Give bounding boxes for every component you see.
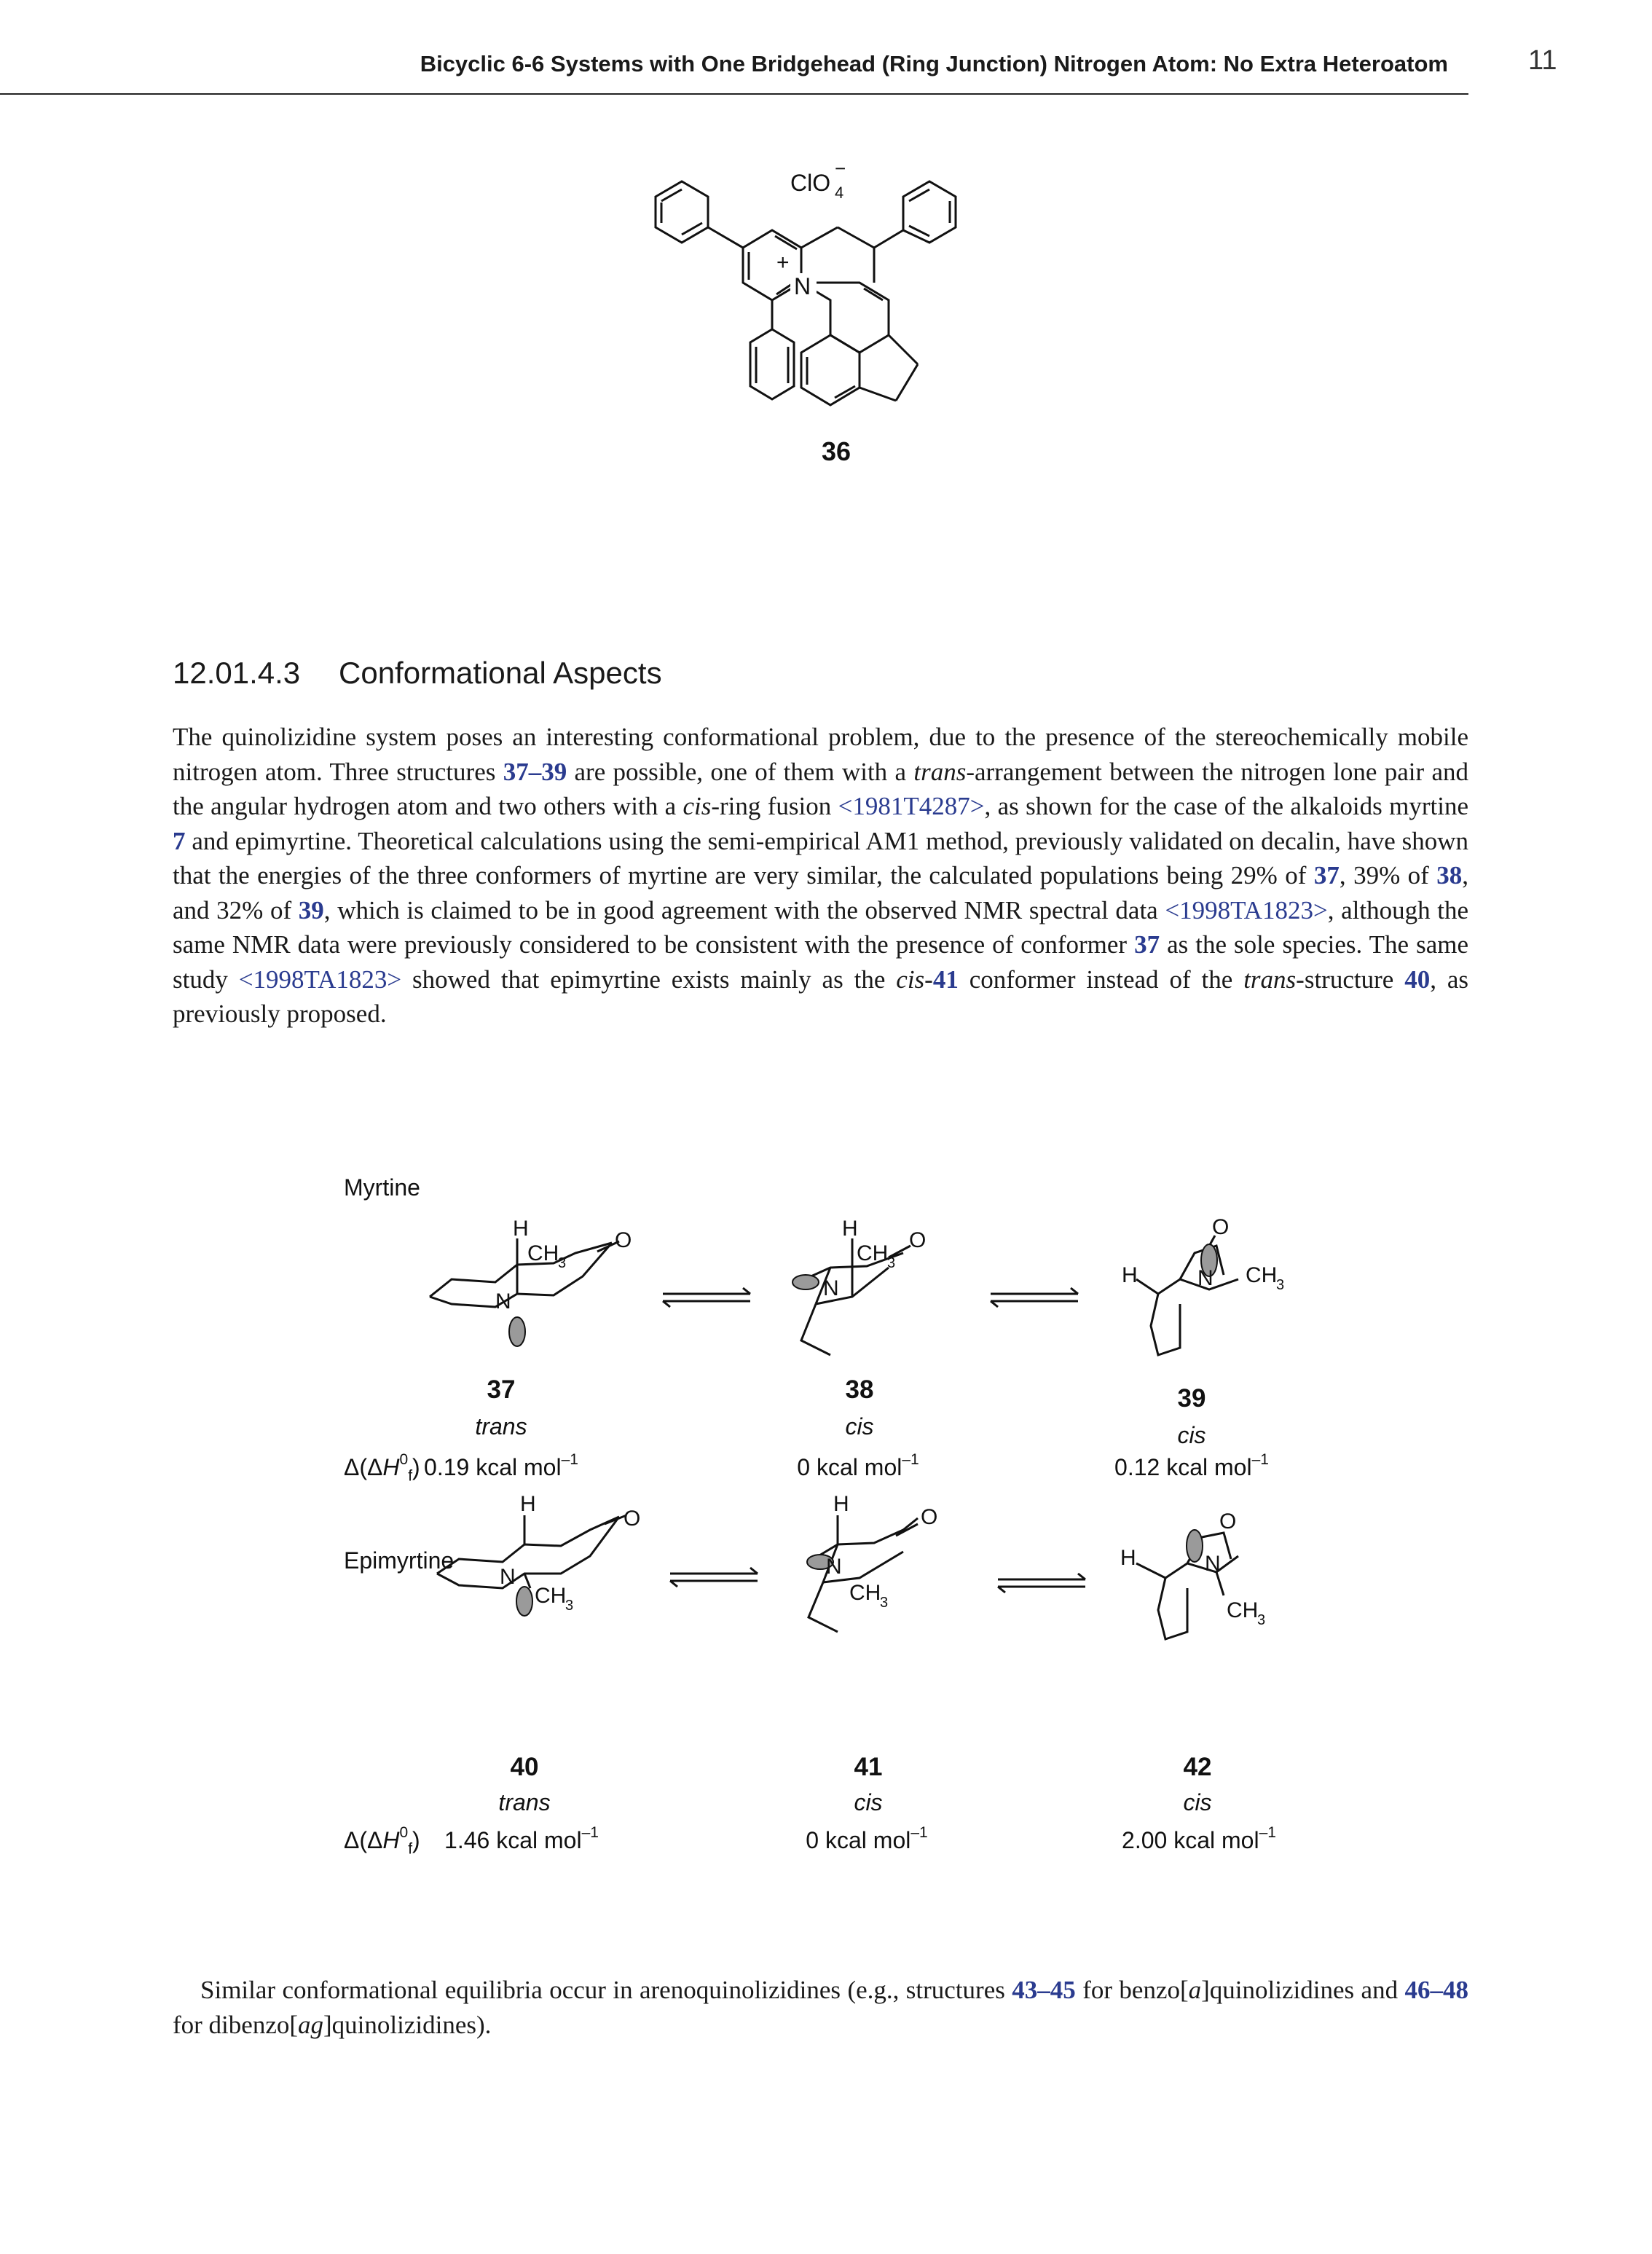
methyl-subscript: 3 [558,1255,567,1271]
compound-number: 40 [510,1753,539,1781]
energy-value: 0 kcal mol$^{-1}$ [806,1824,928,1853]
counterion-subscript: 4 [835,184,844,202]
counterion-charge: − [835,157,846,179]
energy-value: 1.46 kcal mol$^{-1}$ [444,1824,599,1853]
paragraph-arenoquinolizidines: Similar conformational equilibria occur in arenoquinolizidines (e.g., structures 43–45 for benzo[a]quinolizidines and 46–48 for dibenzo[ag]quinolizidines). [173,1976,1468,2039]
citation-link[interactable]: <1998TA1823> [238,965,402,994]
energy-value: 0.19 kcal mol$^{-1}$ [424,1451,578,1480]
atom-N: N [823,1276,839,1300]
compound-link[interactable]: 40 [1404,965,1431,994]
methyl-subscript: 3 [887,1255,896,1271]
methyl-subscript: 3 [565,1598,574,1614]
compound-number: 42 [1183,1753,1212,1781]
methyl-group: CH [849,1581,881,1605]
atom-N: N [500,1565,516,1589]
methyl-subscript: 3 [880,1595,889,1611]
methyl-subscript: 3 [1276,1277,1285,1293]
compound-link[interactable]: 43–45 [1012,1976,1076,2004]
compound-label-36: 36 [822,436,851,466]
methyl-subscript: 3 [1257,1612,1266,1628]
lone-pair [516,1587,532,1616]
methyl-group: CH [1246,1263,1278,1287]
compound-link[interactable]: 37 [1134,930,1160,959]
atom-N: N [495,1289,511,1313]
section-number: 12.01.4.3 [173,656,301,690]
structure-36 [626,146,1034,481]
atom-N: N [1197,1266,1214,1290]
lone-pair [1187,1530,1203,1562]
ring-fusion: cis [1183,1789,1212,1815]
citation-link[interactable]: <1998TA1823> [1165,895,1328,924]
lone-pair [792,1275,819,1289]
atom-H: H [1122,1263,1138,1287]
ring-fusion: cis [1177,1422,1206,1448]
compound-number: 37 [487,1375,516,1404]
atom-H: H [833,1492,849,1516]
citation-link[interactable]: <1981T4287> [838,792,985,820]
section-heading [173,656,662,691]
ring-fusion: trans [475,1413,527,1440]
lone-pair [509,1317,525,1346]
atom-H: H [1120,1546,1136,1570]
paragraph-conformational: The quinolizidine system poses an interesting conformational problem, due to the presence of the stereochemically mobile nitrogen atom. Three structures 37–39 are possible, one of them with a trans-arrangement between the nitrogen lone pair and the angular hydrogen atom and two others with a cis-ring fusion <1981T4287>, as shown for the case of the alkaloids myrtine 7 and epimyrtine. Theoretical calculations using the semi-empirical AM1 method, previously validated on decalin, have shown that the energies of the three conformers of myrtine are very similar, the calculated populations being 29% of 37, 39% of 38, and 32% of 39, which is claimed to be in good agreement with the observed NMR spectral data <1998TA1823>, although the same NMR data were previously considered to be consistent with the presence of conformer 37 as the sole species. The same study <1998TA1823> showed that epimyrtine exists mainly as the cis-41 conformer instead of the trans-structure 40, as previously proposed. [173,723,1469,1028]
compound-number: 41 [854,1753,883,1781]
conformer-scheme-drawing [408,1209,1326,1778]
page-number: 11 [1528,45,1557,76]
atom-N: N [1205,1552,1221,1576]
atom-H: H [520,1492,536,1516]
atom-O: O [624,1507,641,1531]
plus-charge: + [776,251,790,275]
compound-link[interactable]: 46–48 [1404,1976,1468,2004]
methyl-group: CH [535,1584,567,1608]
ring-fusion: trans [498,1789,551,1815]
atom-H: H [513,1217,529,1241]
counterion: ClO [790,170,831,196]
structure-36-drawing [626,146,1034,481]
conformer-scheme [408,1209,1326,1778]
running-head [0,48,1468,95]
compound-link[interactable]: 38 [1436,861,1463,890]
ring-fusion: cis [854,1789,883,1815]
methyl-group: CH [1227,1598,1259,1622]
energy-value: 0.12 kcal mol$^{-1}$ [1114,1451,1269,1480]
delta-hf-label: $\Delta(\Delta H^0_f)$ [344,1824,420,1858]
ring-fusion: cis [845,1413,874,1440]
atom-O: O [1219,1509,1237,1534]
atom-N: N [794,273,811,299]
compound-link[interactable]: 37 [1313,861,1340,890]
epimyrtine-label: Epimyrtine [344,1547,455,1574]
methyl-group: CH [527,1241,559,1265]
atom-O: O [909,1228,927,1252]
methyl-group: CH [857,1241,889,1265]
compound-link[interactable]: 37–39 [503,757,567,786]
atom-O: O [921,1505,938,1529]
atom-O: O [615,1228,632,1252]
myrtine-label: Myrtine [344,1174,420,1201]
atom-N: N [826,1555,842,1579]
energy-value: 0 kcal mol$^{-1}$ [797,1451,919,1480]
compound-number: 39 [1177,1384,1206,1413]
energy-value: 2.00 kcal mol$^{-1}$ [1122,1824,1276,1853]
running-title: Bicyclic 6-6 Systems with One Bridgehead (Ring Junction) Nitrogen Atom: No Extra Heteroatom [420,51,1448,76]
compound-link[interactable]: 41 [932,965,959,994]
compound-link[interactable]: 39 [298,895,324,924]
compound-number: 38 [845,1375,874,1404]
compound-link[interactable]: 7 [173,826,186,855]
atom-O: O [1212,1215,1230,1239]
section-title: Conformational Aspects [339,656,662,690]
delta-hf-label: $\Delta(\Delta H^0_f)$ [344,1451,420,1485]
atom-H: H [842,1217,858,1241]
